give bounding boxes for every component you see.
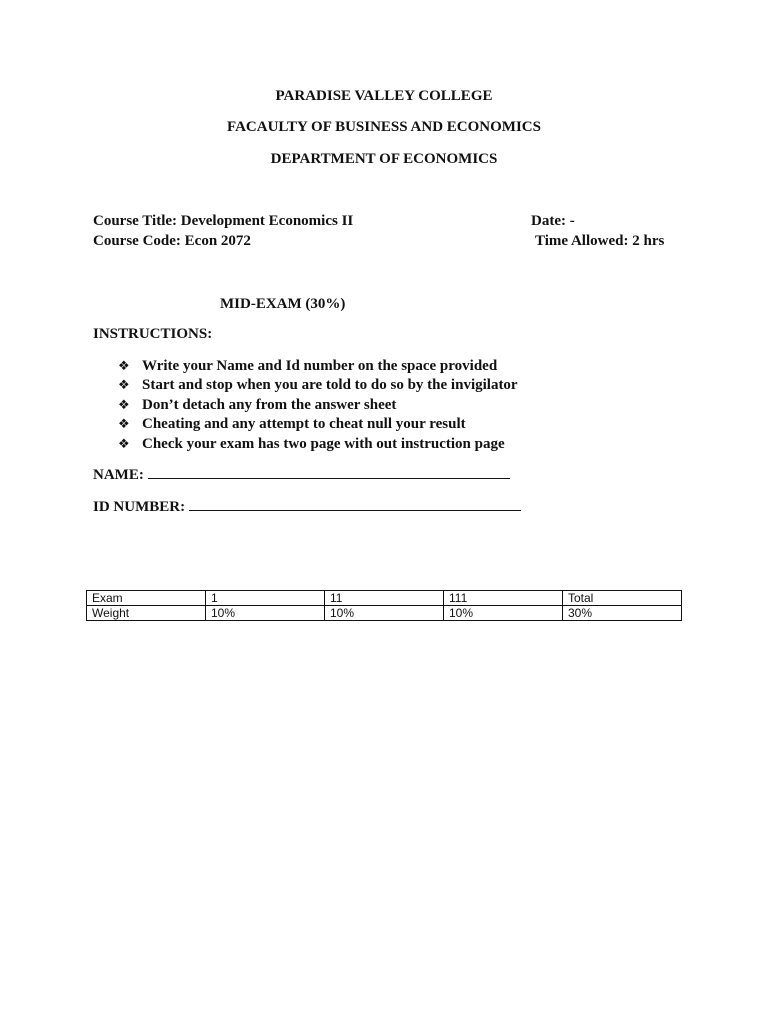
table-cell: Total — [563, 591, 682, 606]
diamond-bullet-icon: ❖ — [118, 417, 130, 433]
table-cell: 111 — [444, 591, 563, 606]
table-cell: 10% — [206, 606, 325, 621]
table-cell: 30% — [563, 606, 682, 621]
name-label: NAME: — [93, 467, 144, 483]
weights-table — [86, 590, 682, 621]
table-row — [87, 591, 682, 606]
list-item — [118, 357, 518, 376]
list-item — [118, 376, 518, 395]
table-row — [87, 606, 682, 621]
table-cell: Exam — [87, 591, 206, 606]
course-code: Course Code: Econ 2072 — [93, 233, 251, 249]
exam-date: Date: - — [531, 213, 575, 229]
table-cell: 1 — [206, 591, 325, 606]
name-field — [93, 466, 510, 484]
instruction-text: Don’t detach any from the answer sheet — [142, 396, 397, 413]
faculty-name: FACAULTY OF BUSINESS AND ECONOMICS — [227, 119, 541, 135]
department-name: DEPARTMENT OF ECONOMICS — [270, 151, 498, 167]
college-name: PARADISE VALLEY COLLEGE — [275, 88, 493, 104]
course-title: Course Title: Development Economics II — [93, 213, 354, 229]
id-label: ID NUMBER: — [93, 499, 186, 515]
instruction-text: Write your Name and Id number on the space provided — [142, 358, 498, 374]
list-item — [118, 396, 518, 415]
diamond-bullet-icon: ❖ — [118, 378, 130, 394]
instructions-list — [118, 357, 518, 454]
id-field — [93, 498, 521, 516]
instruction-text: Cheating and any attempt to cheat null your result — [142, 416, 466, 433]
time-allowed: Time Allowed: 2 hrs — [535, 233, 665, 249]
table-cell: Weight — [87, 606, 206, 621]
name-blank-line — [148, 466, 510, 479]
diamond-bullet-icon: ❖ — [118, 359, 130, 374]
instruction-text: Check your exam has two page with out instruction page — [142, 435, 505, 452]
instructions-heading: INSTRUCTIONS: — [93, 326, 213, 342]
list-item — [118, 415, 518, 434]
instruction-text: Start and stop when you are told to do so by the invigilator — [142, 377, 518, 394]
exam-title: MID-EXAM (30%) — [220, 296, 346, 312]
table-cell: 10% — [325, 606, 444, 621]
table-cell: 10% — [444, 606, 563, 621]
diamond-bullet-icon: ❖ — [118, 436, 130, 452]
diamond-bullet-icon: ❖ — [118, 397, 130, 413]
list-item — [118, 435, 518, 454]
id-blank-line — [189, 498, 521, 511]
table-cell: 11 — [325, 591, 444, 606]
